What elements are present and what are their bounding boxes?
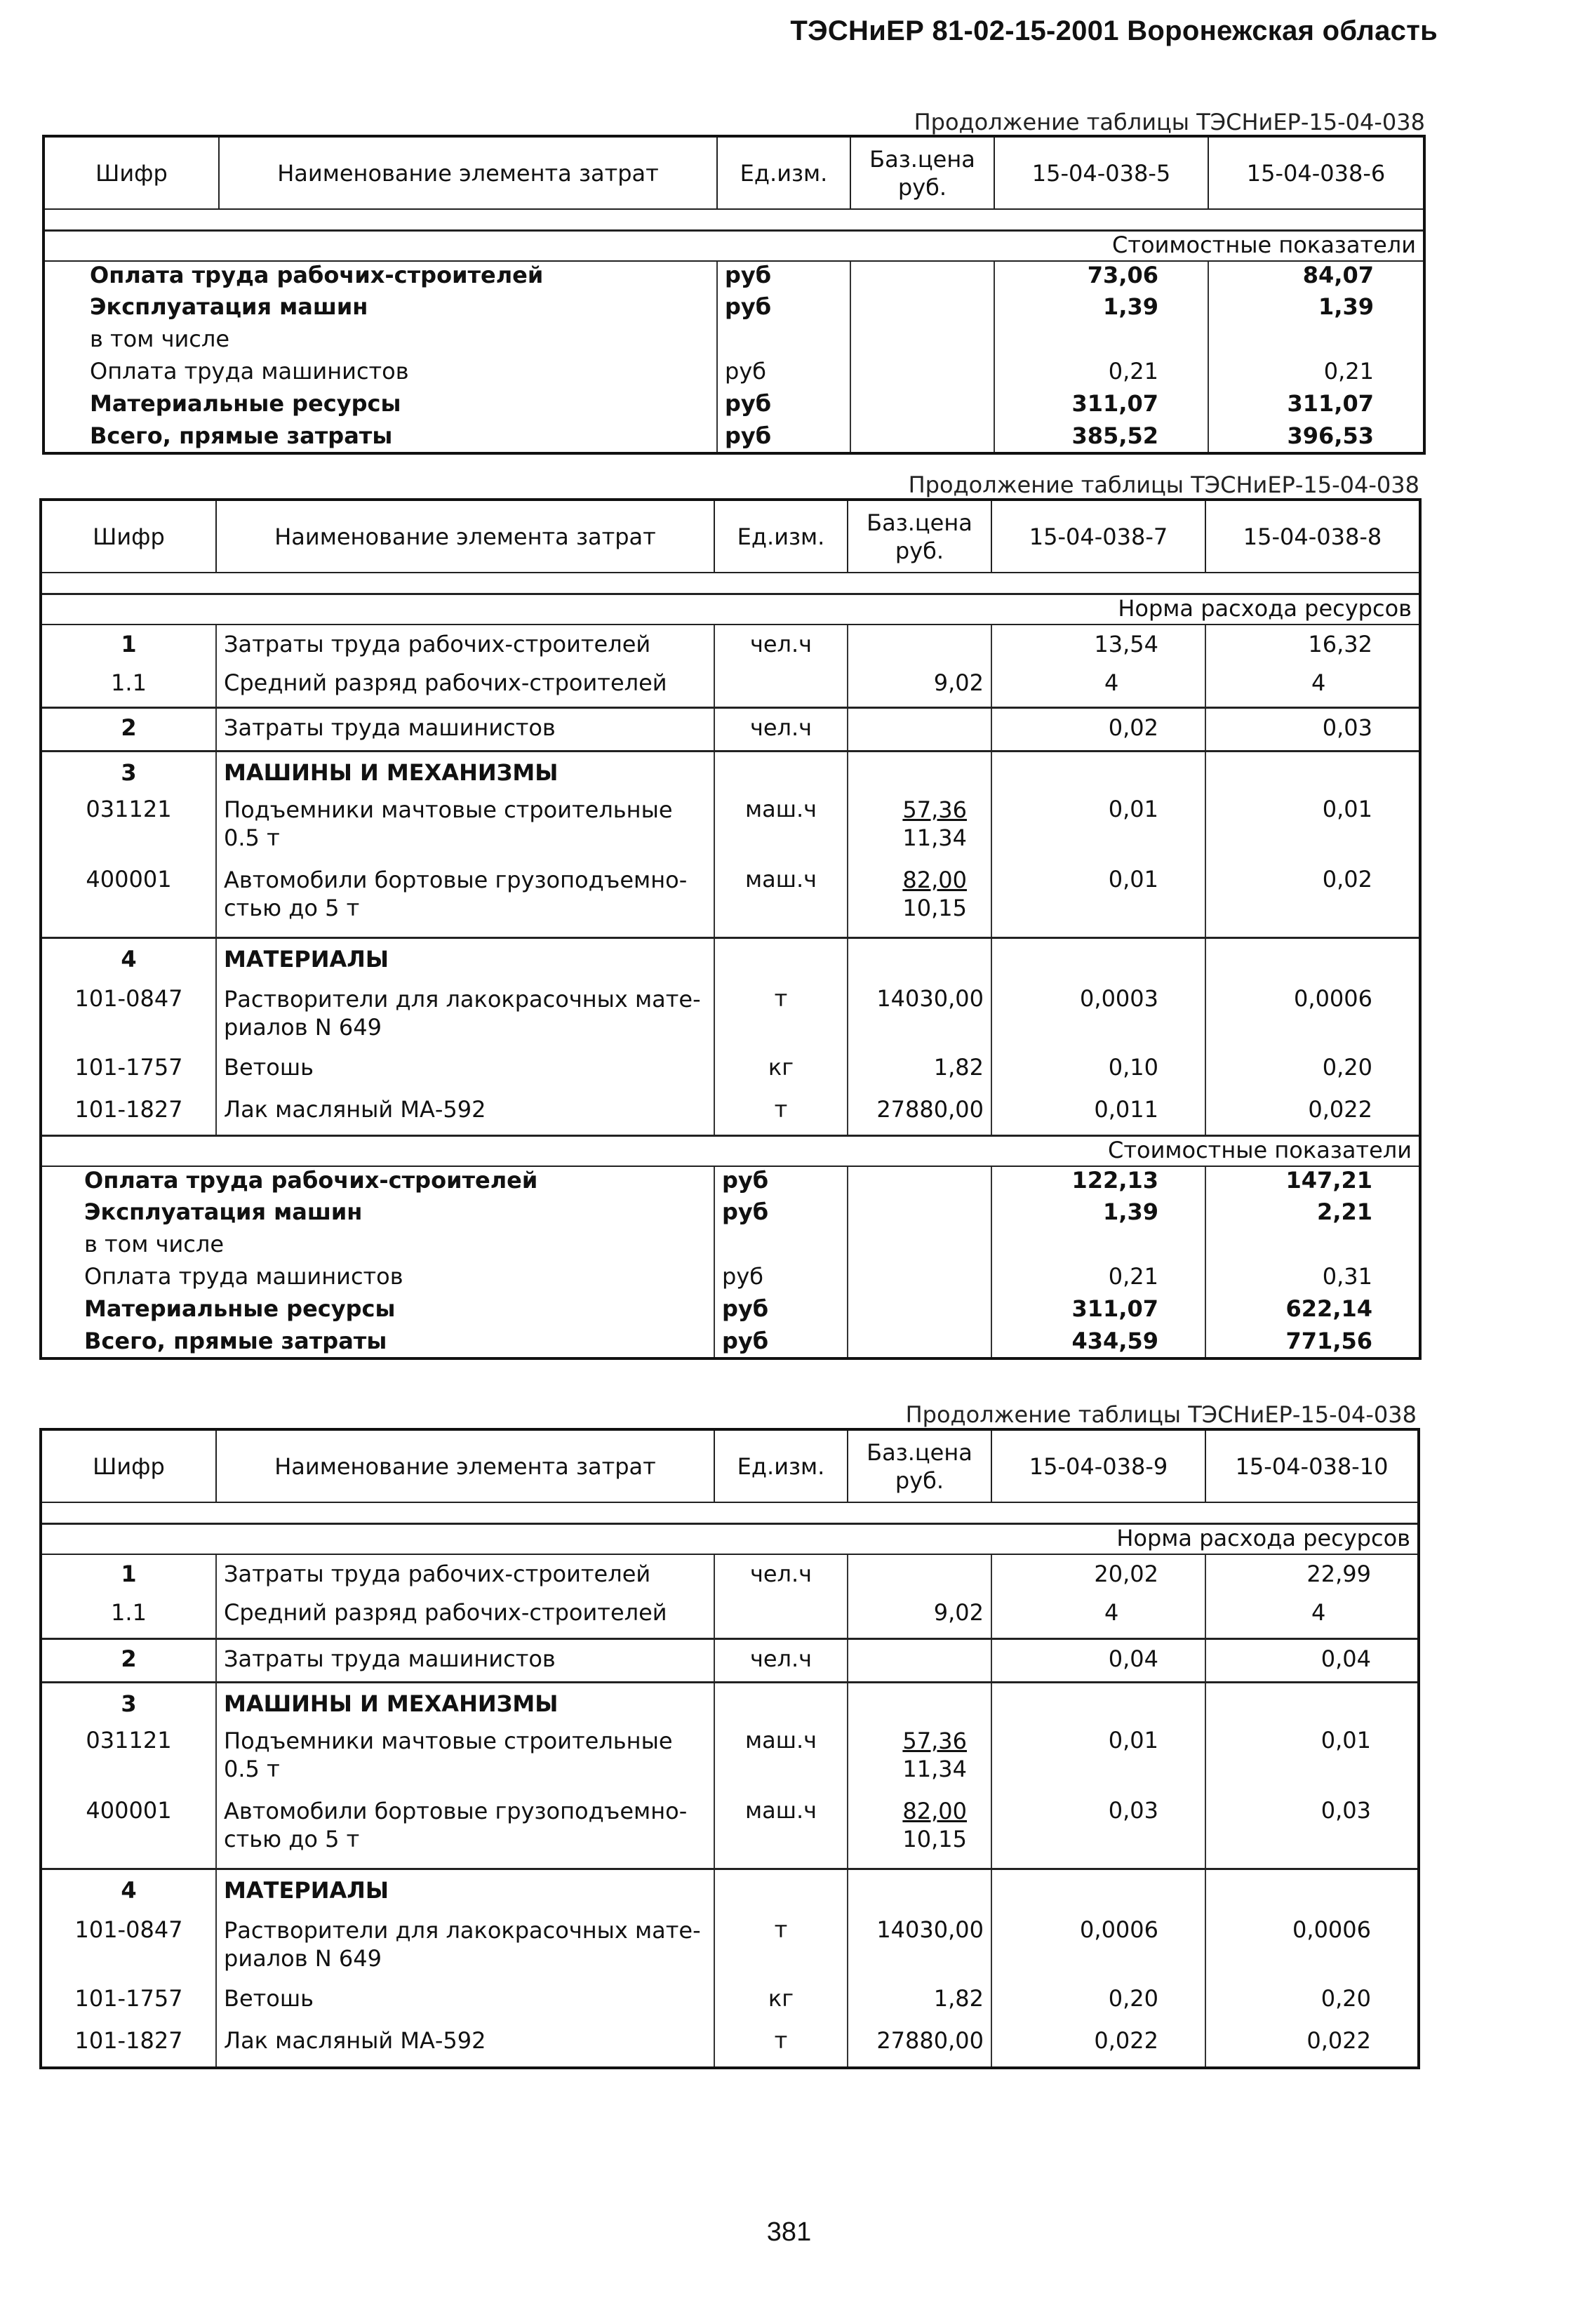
table-caption: Продолжение таблицы ТЭСНиЕР-15-04-038 <box>914 109 1425 135</box>
header-col1: 15-04-038-5 <box>994 136 1208 209</box>
header-code: Шифр <box>41 1429 216 1502</box>
header-code: Шифр <box>41 500 216 573</box>
section-label-norm: Норма расхода ресурсов <box>41 594 1420 625</box>
table-row: 3 МАШИНЫ И МЕХАНИЗМЫ <box>41 1682 1419 1724</box>
cost-row: в том числе <box>41 1231 1420 1263</box>
cost-row: Материальные ресурсы руб 311,07 311,07 <box>44 390 1424 422</box>
cost-row: Всего, прямые затраты руб 434,59 771,56 <box>41 1328 1420 1358</box>
table-row: 2 Затраты труда машинистов чел.ч 0,02 0,03 <box>41 707 1420 751</box>
table-row: 1.1 Средний разряд рабочих-строителей 9,02 4 4 <box>41 1595 1419 1638</box>
cost-row: Материальные ресурсы руб 311,07 622,14 <box>41 1295 1420 1328</box>
header-col1: 15-04-038-9 <box>991 1429 1205 1502</box>
table-row: 1 Затраты труда рабочих-строителей чел.ч 13,54 16,32 <box>41 625 1420 665</box>
header-name: Наименование элемента затрат <box>216 1429 714 1502</box>
header-col2: 15-04-038-6 <box>1208 136 1424 209</box>
header-unit: Ед.изм. <box>714 1429 848 1502</box>
table-row: 1.1 Средний разряд рабочих-строителей 9,02 4 4 <box>41 665 1420 707</box>
page-header: ТЭСНиЕР 81-02-15-2001 Воронежская область <box>790 15 1438 46</box>
table-row: 101-1757 Ветошь кг 1,82 0,20 0,20 <box>41 1981 1419 2023</box>
cost-table-1 <box>42 135 1426 455</box>
header-price: Баз.цена руб. <box>850 136 994 209</box>
cost-row: Эксплуатация машин руб 1,39 2,21 <box>41 1198 1420 1231</box>
header-price: Баз.цена руб. <box>848 1429 991 1502</box>
table-row: 4 МАТЕРИАЛЫ <box>41 1869 1419 1909</box>
table-row: 101-0847 Растворители для лакокрасочных мате- риалов N 649 т 14030,00 0,0003 0,0006 <box>41 978 1420 1050</box>
header-code: Шифр <box>44 136 219 209</box>
table-row: 101-0847 Растворители для лакокрасочных мате- риалов N 649 т 14030,00 0,0006 0,0006 <box>41 1909 1419 1981</box>
cost-row: Оплата труда машинистов руб 0,21 0,31 <box>41 1263 1420 1295</box>
header-name: Наименование элемента затрат <box>219 136 717 209</box>
table-row: 4 МАТЕРИАЛЫ <box>41 937 1420 978</box>
cost-row: Эксплуатация машин руб 1,39 1,39 <box>44 293 1424 326</box>
header-col1: 15-04-038-7 <box>991 500 1205 573</box>
cost-table-3 <box>39 1428 1420 2069</box>
table-caption: Продолжение таблицы ТЭСНиЕР-15-04-038 <box>908 472 1419 498</box>
section-label-norm: Норма расхода ресурсов <box>41 1523 1419 1554</box>
header-col2: 15-04-038-10 <box>1205 1429 1419 1502</box>
table-row: 101-1757 Ветошь кг 1,82 0,10 0,20 <box>41 1050 1420 1092</box>
table-row: 400001 Автомобили бортовые грузоподъемно- стью до 5 т маш.ч 82,00 10,15 0,01 0,02 <box>41 863 1420 937</box>
table-row: 400001 Автомобили бортовые грузоподъемно- стью до 5 т маш.ч 82,00 10,15 0,03 0,03 <box>41 1794 1419 1869</box>
cost-row: Всего, прямые затраты руб 385,52 396,53 <box>44 422 1424 453</box>
table-row: 1 Затраты труда рабочих-строителей чел.ч 20,02 22,99 <box>41 1554 1419 1595</box>
header-price: Баз.цена руб. <box>848 500 991 573</box>
table-row: 3 МАШИНЫ И МЕХАНИЗМЫ <box>41 751 1420 793</box>
table-row: 031121 Подъемники мачтовые строительные 0.5 т маш.ч 57,36 11,34 0,01 0,01 <box>41 793 1420 863</box>
cost-row: в том числе <box>44 326 1424 358</box>
table-row: 101-1827 Лак масляный МА-592 т 27880,00 0,022 0,022 <box>41 2023 1419 2068</box>
cost-row: Оплата труда рабочих-строителей руб 73,06 84,07 <box>44 261 1424 293</box>
cost-table-2 <box>39 498 1422 1360</box>
table-row: 2 Затраты труда машинистов чел.ч 0,04 0,04 <box>41 1638 1419 1682</box>
section-label-cost: Стоимостные показатели <box>44 230 1424 261</box>
header-name: Наименование элемента затрат <box>216 500 714 573</box>
table-caption: Продолжение таблицы ТЭСНиЕР-15-04-038 <box>905 1401 1417 1428</box>
header-col2: 15-04-038-8 <box>1205 500 1420 573</box>
page-number: 381 <box>766 2217 812 2247</box>
header-unit: Ед.изм. <box>714 500 848 573</box>
cost-row: Оплата труда машинистов руб 0,21 0,21 <box>44 358 1424 390</box>
table-row: 101-1827 Лак масляный МА-592 т 27880,00 0,011 0,022 <box>41 1092 1420 1135</box>
cost-row: Оплата труда рабочих-строителей руб 122,13 147,21 <box>41 1166 1420 1198</box>
section-label-cost: Стоимостные показатели <box>41 1135 1420 1166</box>
table-row: 031121 Подъемники мачтовые строительные 0.5 т маш.ч 57,36 11,34 0,01 0,01 <box>41 1724 1419 1794</box>
header-unit: Ед.изм. <box>717 136 850 209</box>
